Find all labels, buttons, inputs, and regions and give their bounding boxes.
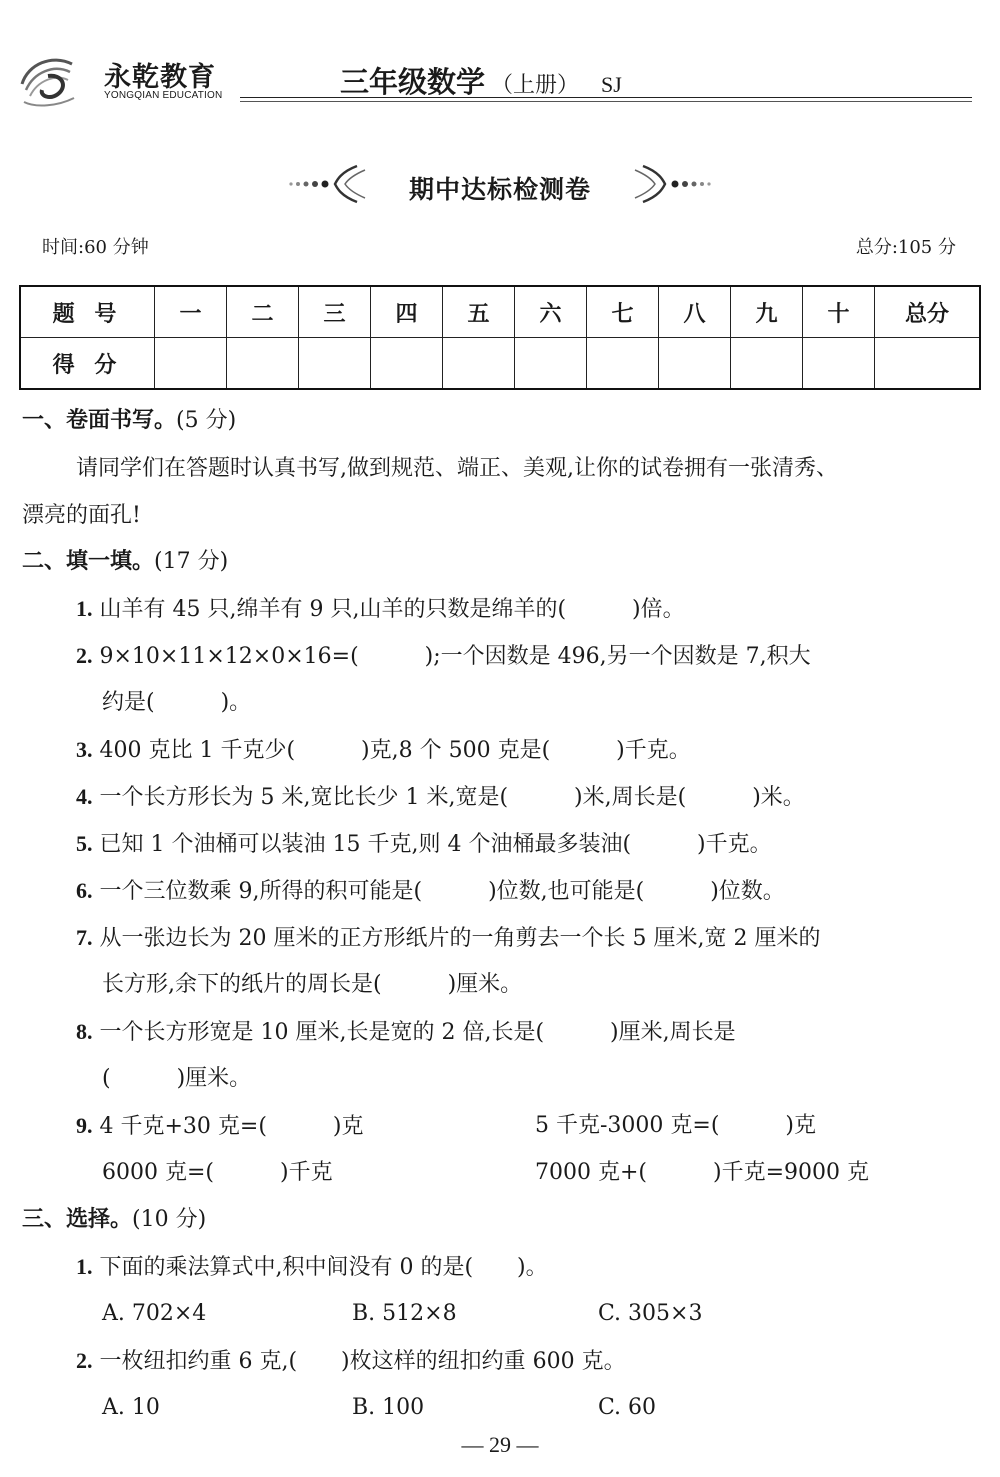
score-cell[interactable]	[299, 338, 371, 390]
score-cell[interactable]	[659, 338, 731, 390]
exam-total-score: 总分:105 分	[855, 237, 956, 258]
option-a: A. 702×4	[102, 1301, 207, 1326]
question-3-2: 2. 一枚纽扣约重 6 克,( )枚这样的纽扣约重 600 克。	[76, 1348, 626, 1374]
section-title: 二、填一填。	[22, 549, 155, 574]
table-header-cell: 题 号	[20, 286, 155, 338]
score-row-label: 得 分	[20, 338, 155, 390]
table-header-cell: 六	[515, 286, 587, 338]
score-cell[interactable]	[875, 338, 981, 390]
question-2-2: 2. 9×10×11×12×0×16=( );一个因数是 496,另一个因数是 7,积大	[76, 643, 811, 669]
section-1-text-cont: 漂亮的面孔!	[22, 503, 141, 528]
question-2-2-cont: 约是( )。	[102, 690, 252, 715]
book-edition: SJ	[601, 72, 622, 97]
option-b: B. 512×8	[352, 1301, 457, 1326]
logo-subtext: YONGQIAN EDUCATION	[104, 90, 223, 101]
question-2-7: 7. 从一张边长为 20 厘米的正方形纸片的一角剪去一个长 5 厘米,宽 2 厘米的	[76, 925, 821, 951]
table-header-cell: 十	[803, 286, 875, 338]
question-2-8-cont: ( )厘米。	[102, 1066, 252, 1091]
question-2-9-d: 7000 克+( )千克=9000 克	[535, 1160, 869, 1185]
section-1-heading	[22, 408, 236, 434]
section-title: 三、选择。	[22, 1207, 133, 1232]
section-3-heading	[22, 1207, 206, 1233]
option-a: A. 10	[102, 1395, 160, 1420]
score-table	[19, 285, 981, 390]
score-cell[interactable]	[371, 338, 443, 390]
book-subject: 三年级数学	[340, 65, 486, 99]
score-table-score-row	[20, 338, 980, 390]
table-header-cell: 总分	[875, 286, 981, 338]
option-c: C. 60	[598, 1395, 657, 1420]
header-rule-thin	[240, 101, 972, 102]
table-header-cell: 七	[587, 286, 659, 338]
header-rule	[240, 97, 972, 98]
question-2-9: 9. 4 千克+30 克=( )克	[76, 1113, 364, 1139]
table-header-cell: 五	[443, 286, 515, 338]
question-2-5: 5. 已知 1 个油桶可以装油 15 千克,则 4 个油桶最多装油( )千克。	[76, 831, 772, 857]
section-points: (5 分)	[176, 408, 237, 433]
score-cell[interactable]	[443, 338, 515, 390]
score-cell[interactable]	[731, 338, 803, 390]
section-title: 一、卷面书写。	[22, 408, 177, 433]
question-2-4: 4. 一个长方形长为 5 米,宽比长少 1 米,宽是( )米,周长是( )米。	[76, 784, 805, 810]
score-cell[interactable]	[803, 338, 875, 390]
table-header-cell: 一	[155, 286, 227, 338]
question-2-8: 8. 一个长方形宽是 10 厘米,长是宽的 2 倍,长是( )厘米,周长是	[76, 1019, 736, 1045]
option-b: B. 100	[352, 1395, 425, 1420]
question-2-9-b: 5 千克-3000 克=( )克	[535, 1113, 817, 1138]
section-points: (17 分)	[154, 549, 229, 574]
section-1-text: 请同学们在答题时认真书写,做到规范、端正、美观,让你的试卷拥有一张清秀、	[76, 456, 838, 481]
section-2-heading	[22, 549, 228, 575]
question-2-3: 3. 400 克比 1 千克少( )克,8 个 500 克是( )千克。	[76, 737, 691, 763]
book-title	[340, 60, 622, 101]
score-cell[interactable]	[227, 338, 299, 390]
question-2-6: 6. 一个三位数乘 9,所得的积可能是( )位数,也可能是( )位数。	[76, 878, 785, 904]
score-cell[interactable]	[155, 338, 227, 390]
question-2-9-c: 6000 克=( )千克	[102, 1160, 333, 1185]
table-header-cell: 九	[731, 286, 803, 338]
logo-swirl-icon	[18, 50, 80, 110]
score-cell[interactable]	[587, 338, 659, 390]
section-points: (10 分)	[132, 1207, 207, 1232]
question-3-1: 1. 下面的乘法算式中,积中间没有 0 的是( )。	[76, 1254, 548, 1280]
table-header-cell: 二	[227, 286, 299, 338]
book-volume: （上册）	[491, 73, 580, 98]
table-header-cell: 三	[299, 286, 371, 338]
exam-time: 时间:60 分钟	[42, 237, 149, 258]
page-number: — 29 —	[461, 1432, 539, 1457]
exam-banner	[285, 156, 715, 212]
score-cell[interactable]	[515, 338, 587, 390]
table-header-cell: 四	[371, 286, 443, 338]
question-2-7-cont: 长方形,余下的纸片的周长是( )厘米。	[102, 972, 523, 997]
option-c: C. 305×3	[598, 1301, 703, 1326]
logo-text: 永乾教育	[104, 62, 216, 93]
score-table-header-row	[20, 286, 980, 338]
table-header-cell: 八	[659, 286, 731, 338]
exam-title: 期中达标检测卷	[408, 175, 591, 204]
question-2-1: 1. 山羊有 45 只,绵羊有 9 只,山羊的只数是绵羊的( )倍。	[76, 596, 685, 622]
